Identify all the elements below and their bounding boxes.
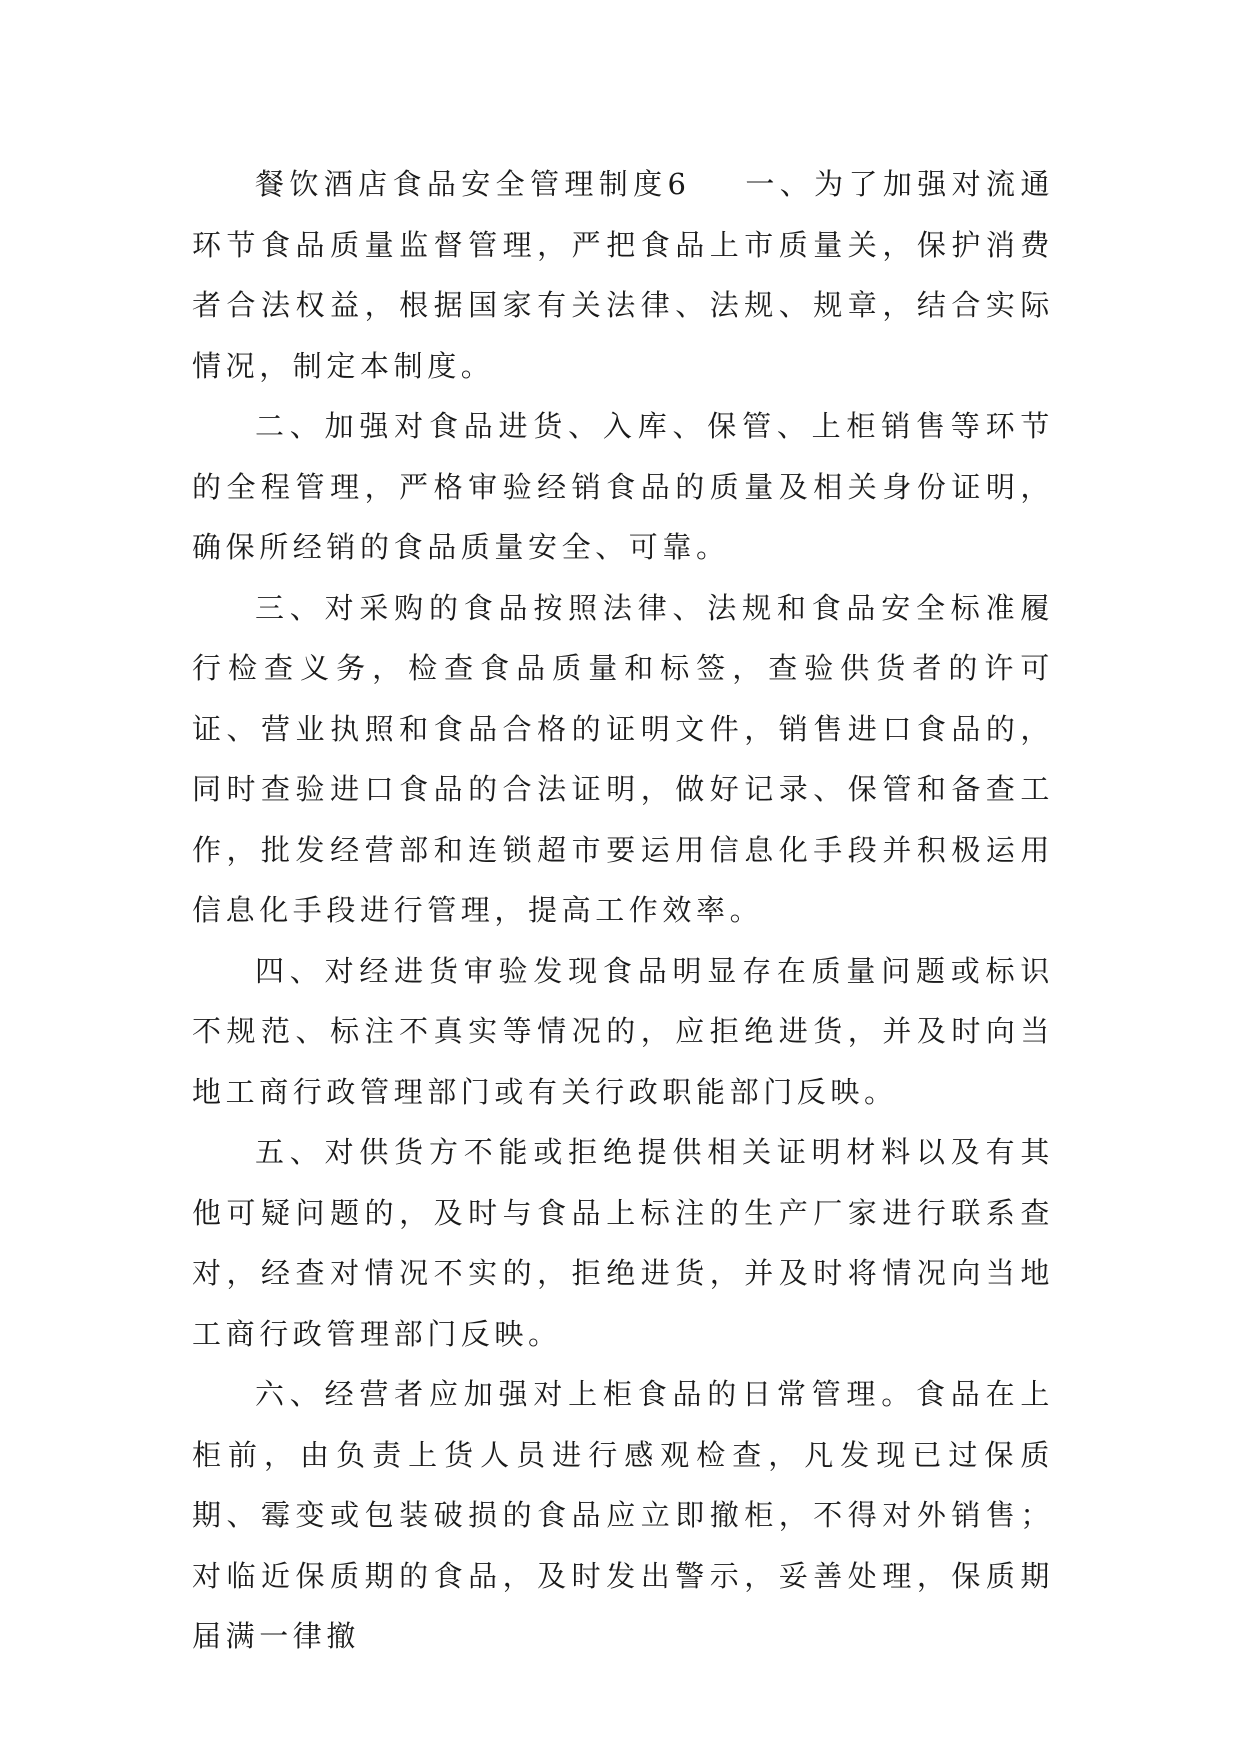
paragraph-1 — [192, 154, 1054, 396]
paragraph-4: 四、对经进货审验发现食品明显存在质量问题或标识不规范、标注不真实等情况的，应拒绝进货，并及时向当地工商行政管理部门或有关行政职能部门反映。 — [192, 953, 1054, 1109]
paragraph-2: 二、加强对食品进货、入库、保管、上柜销售等环节的全程管理，严格审验经销食品的质量及相关身份证明，确保所经销的食品质量安全、可靠。 — [192, 409, 1054, 564]
paragraph-5: 五、对供货方不能或拒绝提供相关证明材料以及有其他可疑问题的，及时与食品上标注的生产厂家进行联系查对，经查对情况不实的，拒绝进货，并及时将情况向当地工商行政管理部门反映。 — [192, 1135, 1054, 1351]
paragraph-text: 一、为了加强对流通环节食品质量监督管理，严把食品上市质量关，保护消费者合法权益，根据国家有关法律、法规、规章，结合实际情况，制定本制度。 — [192, 167, 1054, 383]
document-title: 餐饮酒店食品安全管理制度6 — [255, 167, 691, 201]
paragraph-3: 三、对采购的食品按照法律、法规和食品安全标准履行检查义务，检查食品质量和标签，查验供货者的许可证、营业执照和食品合格的证明文件，销售进口食品的，同时查验进口食品的合法证明，做好记录、保管和备查工作，批发经营部和连锁超市要运用信息化手段并积极运用信息化手段进行管理，提高工作效率。 — [192, 590, 1054, 927]
paragraph-6: 六、经营者应加强对上柜食品的日常管理。食品在上柜前，由负责上货人员进行感观检查，凡发现已过保质期、霉变或包装破损的食品应立即撤柜，不得对外销售；对临近保质期的食品，及时发出警示，妥善处理，保质期届满一律撤 — [192, 1377, 1054, 1653]
document-body — [192, 154, 1054, 1667]
